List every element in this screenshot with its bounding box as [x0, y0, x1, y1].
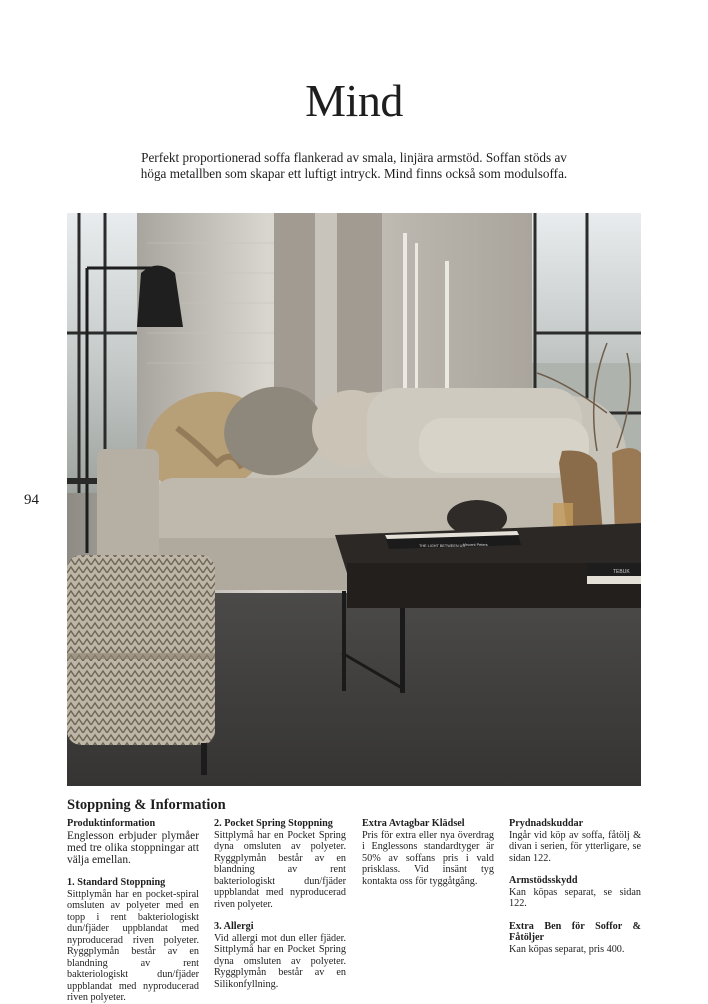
block-text: Kan köpas separat, se sidan 122.	[509, 886, 641, 909]
block-heading: Extra Avtagbar Klädsel	[362, 818, 465, 829]
block-heading: Armstödsskydd	[509, 875, 578, 886]
book-title: THE LIGHT BETWEEN US	[419, 544, 465, 548]
block-text: Pris för extra eller nya överdrag i Englessons standardtyger är 50% av soffans pris i vald prisklass. Vid insänt tyg kontakta oss för tyggåtgång.	[362, 829, 494, 887]
info-column-2	[214, 818, 346, 990]
book-spine: TEBUK	[613, 569, 630, 575]
block-heading: 3. Allergi	[214, 921, 254, 932]
info-column-1	[67, 818, 199, 1004]
book-author: Vincent Peters	[463, 543, 488, 547]
block-heading: Extra Ben för Soffor & Fåtöljer	[509, 920, 641, 943]
block-text: Vid allergi mot dun eller fjäder. Sittplymå har en Pocket Spring dyna omsluten av polyeter. Ryggplymån består av en Silikonfyllning.	[214, 932, 346, 990]
block-text: Englesson erbjuder plymåer med tre olika stoppningar att välja emellan.	[67, 829, 199, 867]
section-heading: Stoppning & Information	[67, 797, 226, 813]
info-column-3	[362, 818, 494, 887]
block-text: Kan köpas separat, pris 400.	[509, 943, 625, 955]
info-column-4	[509, 818, 641, 955]
page-number: 94	[24, 492, 39, 508]
block-heading: 1. Standard Stoppning	[67, 877, 166, 889]
block-heading: 2. Pocket Spring Stoppning	[214, 818, 333, 829]
intro-text: Perfekt proportionerad soffa flankerad av smala, linjära armstöd. Soffan stöds av höga metallben som skapar ett luftigt intryck. Mind finns också som modulsoffa.	[140, 150, 568, 181]
page-title: Mind	[305, 75, 403, 126]
block-text: Sittplymå har en Pocket Spring dyna omsluten av polyeter. Ryggplymån består av en blandning av rent bakteriologiskt dun/fjäder uppblandat med nyproducerad riven polyeter.	[214, 829, 346, 910]
product-photo	[67, 213, 641, 786]
block-text: Sittplymån har en pocket-spiral omsluten av polyeter med en topp i rent bakteriologiskt dun/fjäder uppblandat med nyproducerad riven polyeter. Ryggplymån består av en blandning av rent bakteriologiskt dun/fjäder uppblandat med nyproducerad riven polyeter.	[67, 888, 199, 1004]
block-text: Ingår vid köp av soffa, fåtölj & divan i serien, för ytterligare, se sidan 122.	[509, 829, 641, 864]
block-heading: Prydnadskuddar	[509, 818, 584, 829]
block-heading: Produktinformation	[67, 818, 156, 829]
